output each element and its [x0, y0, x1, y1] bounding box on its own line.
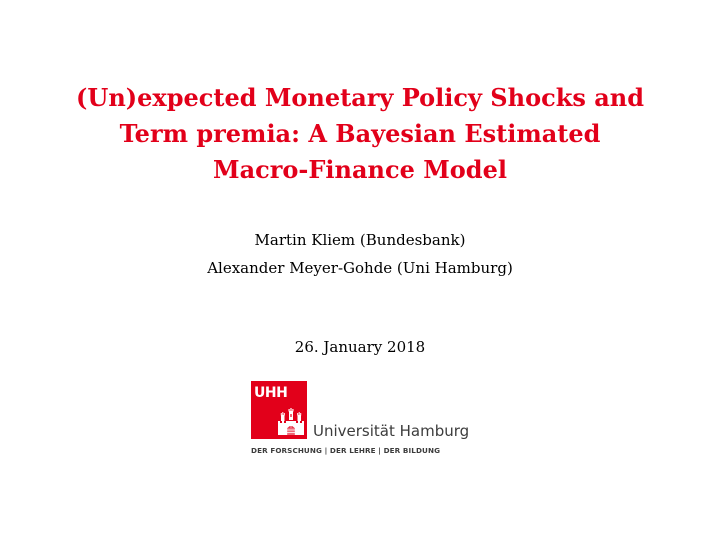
presentation-date: 26. January 2018	[294, 338, 426, 356]
title-line-1: (Un)expected Monetary Policy Shocks and	[76, 83, 644, 112]
presentation-title	[40, 80, 680, 188]
logo-red-box	[251, 381, 307, 439]
title-line-2: Term premia: A Bayesian Estimated	[119, 119, 601, 148]
hamburg-castle-icon	[278, 408, 304, 435]
logo-university-name: Universität Hamburg	[313, 422, 470, 440]
title-line-3: Macro-Finance Model	[213, 155, 507, 184]
author-list	[40, 226, 680, 282]
author-2: Alexander Meyer-Gohde (Uni Hamburg)	[207, 259, 513, 277]
author-1: Martin Kliem (Bundesbank)	[254, 231, 466, 249]
university-logo	[251, 381, 479, 461]
logo-tagline: DER FORSCHUNG | DER LEHRE | DER BILDUNG	[251, 446, 441, 455]
logo-abbreviation: UHH	[254, 385, 288, 401]
